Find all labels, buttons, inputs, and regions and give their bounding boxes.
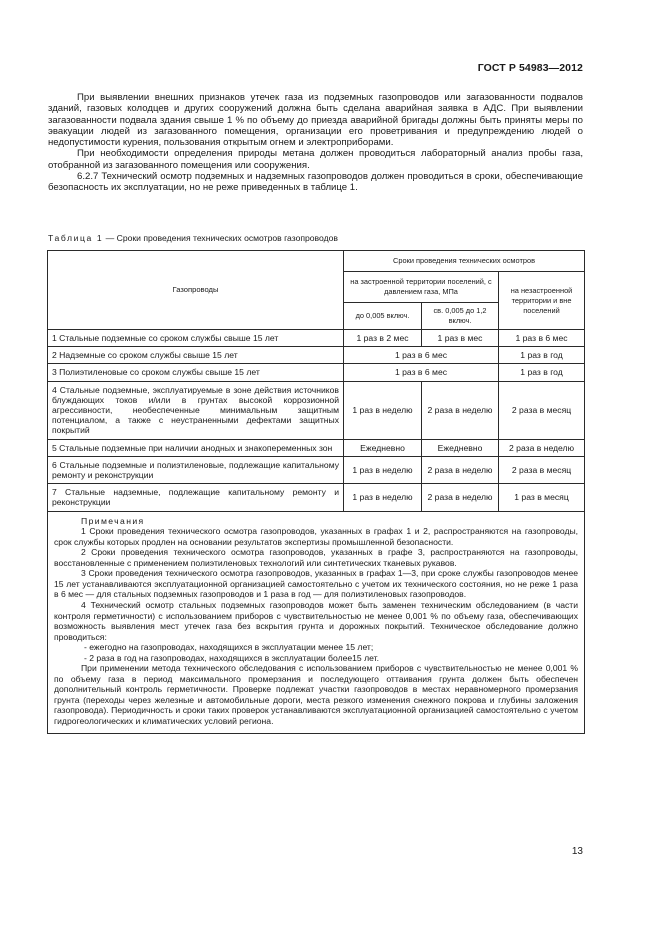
header-pressure-high: св. 0,005 до 1,2 включ. — [422, 303, 499, 330]
row-unbuilt: 1 раз в год — [499, 347, 585, 364]
row-high-pressure: 2 раза в неделю — [422, 381, 499, 439]
note-item: 4 Технический осмотр стальных подземных газопроводов может быть заменен техническим обследованием (в части контроля герметичности) с использованием приборов с чувствительностью не менее 0,001 % по объему газа, обеспечивающих возможность выявления мест утечек газа без вскрытия грунта и дорожных покрытий. Техническое обследование должно проводиться: — [54, 600, 579, 642]
table-caption — [48, 233, 338, 243]
notes-title: Примечания — [81, 515, 145, 526]
row-unbuilt: 2 раза в месяц — [499, 456, 585, 483]
row-high-pressure: Ежедневно — [422, 439, 499, 456]
table-row — [48, 364, 585, 381]
note-item: 2 Сроки проведения технического осмотра газопроводов, указанных в графе 3, распространяются на газопроводы, восстановленные с применением полиэтиленовых технологий или синтетических тканевых рукавов. — [54, 547, 579, 568]
row-low-pressure: 1 раз в неделю — [344, 381, 422, 439]
table-row — [48, 381, 585, 439]
header-built-territory: на застроенной территории поселений, с давлением газа, МПа — [344, 272, 499, 303]
row-pipeline-name: 4 Стальные подземные, эксплуатируемые в зоне действия источников блуждающих токов и/или в грунтах высокой коррозионной агрессивности, необеспеченные минимальным защитным потенциалом, а также с неустраненными дефектами защитных покрытий — [48, 381, 344, 439]
table-notes-row — [48, 511, 585, 733]
table-header-row-1 — [48, 251, 585, 272]
table-notes — [48, 511, 585, 733]
row-high-pressure: 1 раз в мес — [422, 330, 499, 347]
row-unbuilt: 1 раз в месяц — [499, 484, 585, 511]
table-row — [48, 330, 585, 347]
header-pressure-low: до 0,005 включ. — [344, 303, 422, 330]
row-built-territory: 1 раз в 6 мес — [344, 364, 499, 381]
table-caption-label: Таблица 1 — [48, 233, 104, 243]
document-id-header: ГОСТ Р 54983—2012 — [477, 62, 583, 74]
note-item: 1 Сроки проведения технического осмотра газопроводов, указанных в графах 1 и 2, распространяются на газопроводы, срок службы которых продлен на основании результатов экспертизы промышленной безопасности. — [54, 526, 579, 547]
row-high-pressure: 2 раза в неделю — [422, 484, 499, 511]
table-row — [48, 347, 585, 364]
row-pipeline-name: 5 Стальные подземные при наличии анодных и знакопеременных зон — [48, 439, 344, 456]
row-unbuilt: 2 раза в месяц — [499, 381, 585, 439]
row-low-pressure: Ежедневно — [344, 439, 422, 456]
note-item: 3 Сроки проведения технического осмотра газопроводов, указанных в графах 1—3, при сроке службы газопроводов менее 15 лет устанавливаются эксплуатационной организацией самостоятельно с учетом их технического состояния, но не реже 1 раза в 6 мес — для стальных подземных газопроводов и 1 раза в год — для полиэтиленовых газопроводов. — [54, 568, 579, 600]
row-low-pressure: 1 раз в неделю — [344, 456, 422, 483]
note-dash-item: - ежегодно на газопроводах, находящихся в эксплуатации менее 15 лет; — [84, 642, 374, 653]
page-number: 13 — [571, 846, 583, 857]
inspection-schedule-table — [47, 250, 585, 734]
row-pipeline-name: 6 Стальные подземные и полиэтиленовые, подлежащие капитальному ремонту и реконструкции — [48, 456, 344, 483]
table-row — [48, 484, 585, 511]
row-unbuilt: 1 раз в 6 мес — [499, 330, 585, 347]
row-built-territory: 1 раз в 6 мес — [344, 347, 499, 364]
paragraph-6-2-7: 6.2.7 Технический осмотр подземных и надземных газопроводов должен проводиться в сроки, обеспечивающие безопасность их эксплуатации, но не реже приведенных в таблице 1. — [48, 171, 583, 194]
paragraph-methane-analysis: При необходимости определения природы метана должен проводиться лабораторный анализ пробы газа, отобранной из загазованного помещения или сооружения. — [48, 148, 583, 171]
header-unbuilt-territory: на незастроенной территории и вне поселений — [499, 272, 585, 330]
note-item: При применении метода технического обследования с использованием приборов с чувствительностью не менее 0,001 % по объему газа в период максимального промерзания и последующего оттаивания грунта должен быть обеспечен дополнительный контроль герметичности. Проверке подлежат участки газопроводов в местах неравномерного промерзания грунта (переходы через железные и автомобильные дороги, места резкого изменения снежного покрова и глубины заложения газопровода). Периодичность и сроки таких проверок устанавливаются эксплуатационной организацией самостоятельно с учетом гидрогеологических и климатических условий региона. — [54, 663, 579, 727]
row-unbuilt: 2 раза в неделю — [499, 439, 585, 456]
row-pipeline-name: 7 Стальные надземные, подлежащие капитальному ремонту и реконструкции — [48, 484, 344, 511]
row-low-pressure: 1 раз в 2 мес — [344, 330, 422, 347]
note-dash-item: - 2 раза в год на газопроводах, находящихся в эксплуатации более15 лет. — [84, 652, 379, 663]
row-pipeline-name: 3 Полиэтиленовые со сроком службы свыше 15 лет — [48, 364, 344, 381]
table-row — [48, 439, 585, 456]
header-pipelines: Газопроводы — [48, 251, 344, 330]
row-pipeline-name: 1 Стальные подземные со сроком службы свыше 15 лет — [48, 330, 344, 347]
table-row — [48, 456, 585, 483]
paragraph-gas-leak: При выявлении внешних признаков утечек газа из подземных газопроводов или загазованности подвалов зданий, газовых колодцев и других сооружений должна быть сделана аварийная заявка в АДС. При выявлении загазованности подвала здания свыше 1 % по объему до приезда аварийной бригады должны быть приняты меры по эвакуации людей из загазованного помещения, организации его проветривания и предупреждению людей о недопустимости курения, пользования открытым огнем и электроприборами. — [48, 92, 583, 149]
row-low-pressure: 1 раз в неделю — [344, 484, 422, 511]
row-pipeline-name: 2 Надземные со сроком службы свыше 15 лет — [48, 347, 344, 364]
table-caption-text: — Сроки проведения технических осмотров газопроводов — [103, 233, 338, 243]
body-text — [48, 92, 583, 194]
row-unbuilt: 1 раз в год — [499, 364, 585, 381]
row-high-pressure: 2 раза в неделю — [422, 456, 499, 483]
header-inspection-terms: Сроки проведения технических осмотров — [344, 251, 585, 272]
